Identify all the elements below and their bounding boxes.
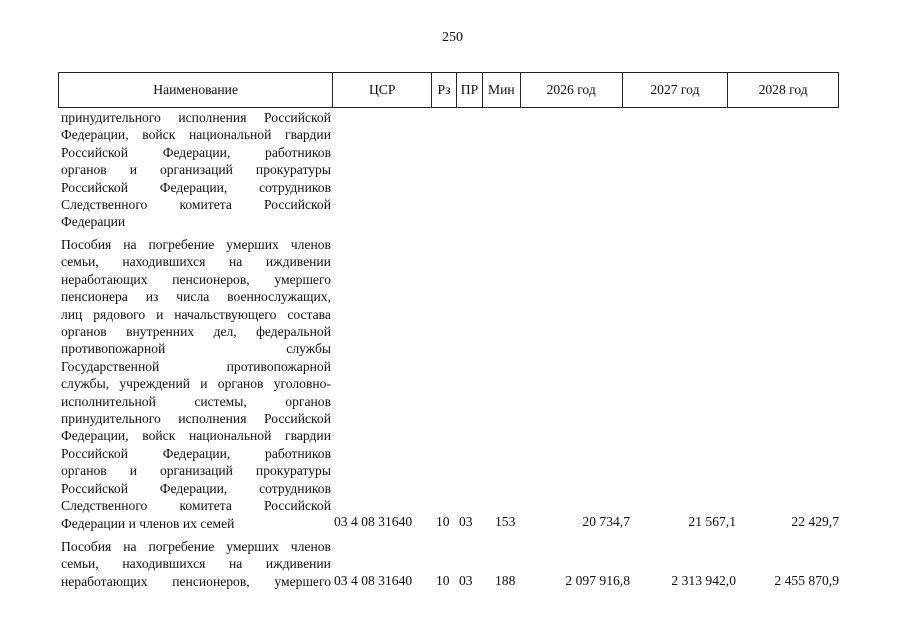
- header-2028: 2028 год: [727, 73, 838, 107]
- table-header: [58, 72, 839, 108]
- word: исполнения: [178, 110, 247, 125]
- row-name-burial-benefits-family: [61, 236, 331, 532]
- word: Следственного: [61, 498, 148, 514]
- value-2027: 2 313 942,0: [671, 573, 736, 588]
- header-name: Наименование: [153, 82, 238, 97]
- word: на: [123, 237, 137, 252]
- text-line: [61, 179, 331, 196]
- word: органов: [61, 324, 107, 340]
- word: умерших: [226, 237, 279, 252]
- page-number: 250: [442, 30, 463, 45]
- text-line: [61, 109, 331, 126]
- text-line: [61, 555, 331, 572]
- word: федеральной: [256, 324, 331, 340]
- word: работников: [265, 144, 331, 160]
- word: Российской: [264, 411, 331, 427]
- word: исполнения: [178, 411, 247, 427]
- text-line: [61, 358, 331, 375]
- text-line: [61, 126, 331, 143]
- word: Российской: [264, 110, 331, 125]
- word: Федерации,: [162, 144, 231, 160]
- word: органов: [61, 463, 107, 479]
- word: на: [123, 539, 137, 554]
- text-line: [61, 306, 331, 323]
- word: войск: [142, 127, 176, 143]
- word: лиц: [61, 306, 83, 322]
- word: пенсионеров,: [172, 573, 250, 589]
- word: находившихся: [122, 254, 206, 270]
- text-line: [61, 236, 331, 253]
- text-line: [61, 538, 331, 555]
- word: противопожарной: [226, 358, 331, 374]
- header-csr: ЦСР: [332, 73, 431, 107]
- word: органов: [285, 393, 331, 409]
- word: принудительного: [61, 411, 161, 427]
- word: Российской: [61, 179, 128, 195]
- text-line: [61, 480, 331, 497]
- word: пенсионера: [61, 289, 128, 305]
- word: умершего: [274, 271, 331, 287]
- text-line: [61, 497, 331, 514]
- word: и: [129, 162, 137, 178]
- word: комитета: [179, 197, 232, 213]
- word: иждивении: [265, 254, 331, 270]
- word: организаций: [159, 463, 233, 479]
- word: системы,: [194, 393, 247, 409]
- word: начальствующего: [174, 306, 277, 322]
- text-line: Федерации: [61, 214, 126, 230]
- word: находившихся: [122, 556, 206, 572]
- word: сотрудников: [259, 480, 331, 496]
- word: организаций: [159, 162, 233, 178]
- text-line: [61, 323, 331, 340]
- word: войск: [142, 428, 176, 444]
- word: Государственной: [61, 358, 160, 374]
- value-2027: 21 567,1: [688, 514, 736, 529]
- text-line: [61, 393, 331, 410]
- word: погребение: [148, 539, 215, 554]
- word: военнослужащих,: [227, 289, 331, 305]
- word: органов: [217, 376, 264, 392]
- word: внутренних: [126, 324, 195, 340]
- row-name-continuation: [61, 109, 331, 231]
- text-line: [61, 271, 331, 288]
- word: семьи,: [61, 556, 99, 572]
- word: неработающих: [61, 271, 148, 287]
- header-pr: ПР: [456, 73, 482, 107]
- header-min: Мин: [482, 73, 520, 107]
- word: работников: [265, 445, 331, 461]
- word: дел,: [213, 324, 237, 340]
- text-line: [61, 288, 331, 305]
- word: Российской: [264, 197, 331, 213]
- word: семьи,: [61, 254, 99, 270]
- word: комитета: [179, 498, 232, 514]
- header-rz: Рз: [431, 73, 456, 107]
- word: сотрудников: [259, 179, 331, 195]
- word: исполнительной: [61, 393, 156, 409]
- text-line: [61, 410, 331, 427]
- word: и: [129, 463, 137, 479]
- min-value: 188: [495, 573, 516, 588]
- word: Федерации,: [61, 428, 129, 444]
- word: Российской: [61, 480, 128, 496]
- word: Пособия: [61, 237, 112, 252]
- text-line: [61, 340, 331, 357]
- word: Федерации,: [159, 179, 228, 195]
- word: неработающих: [61, 573, 148, 589]
- word: Федерации,: [159, 480, 228, 496]
- word: службы,: [61, 376, 110, 392]
- header-2026: 2026 год: [520, 73, 622, 107]
- word: Федерации,: [61, 127, 129, 143]
- min-value: 153: [495, 514, 516, 529]
- word: пенсионеров,: [172, 271, 250, 287]
- word: членов: [290, 237, 331, 252]
- word: прокуратуры: [255, 463, 331, 479]
- text-line: [61, 144, 331, 161]
- word: Федерации,: [162, 445, 231, 461]
- rz-value: 10: [436, 573, 450, 588]
- rz-value: 10: [436, 514, 450, 529]
- word: из: [145, 289, 159, 305]
- word: рядового: [93, 306, 146, 322]
- text-line: [61, 161, 331, 178]
- word: учреждений: [119, 376, 190, 392]
- pr-value: 03: [459, 573, 473, 588]
- word: на: [228, 556, 243, 572]
- word: органов: [61, 162, 107, 178]
- word: национальной: [188, 428, 272, 444]
- text-line: [61, 375, 331, 392]
- word: Российской: [61, 445, 128, 461]
- header-2027: 2027 год: [622, 73, 728, 107]
- text-line: [61, 253, 331, 270]
- word: числа: [176, 289, 210, 305]
- word: принудительного: [61, 110, 161, 125]
- word: противопожарной: [61, 341, 166, 357]
- word: иждивении: [265, 556, 331, 572]
- word: гвардии: [285, 127, 331, 143]
- word: и: [200, 376, 208, 392]
- word: уголовно-: [273, 376, 331, 392]
- word: умерших: [226, 539, 279, 554]
- word: членов: [290, 539, 331, 554]
- word: Пособия: [61, 539, 112, 554]
- value-2028: 2 455 870,9: [774, 573, 839, 588]
- value-2028: 22 429,7: [791, 514, 839, 529]
- word: Следственного: [61, 197, 148, 213]
- word: погребение: [148, 237, 215, 252]
- word: прокуратуры: [255, 162, 331, 178]
- value-2026: 2 097 916,8: [565, 573, 630, 588]
- word: гвардии: [285, 428, 331, 444]
- text-line: [61, 445, 331, 462]
- pr-value: 03: [459, 514, 473, 529]
- word: Российской: [61, 144, 128, 160]
- value-2026: 20 734,7: [582, 514, 630, 529]
- text-line: [61, 462, 331, 479]
- csr-value: 03 4 08 31640: [334, 573, 413, 588]
- word: национальной: [188, 127, 272, 143]
- word: на: [228, 254, 243, 270]
- table-row: [58, 514, 839, 532]
- text-line: [61, 427, 331, 444]
- table-row: [58, 573, 839, 591]
- word: и: [156, 306, 164, 322]
- word: умершего: [274, 573, 331, 589]
- word: Российской: [264, 498, 331, 514]
- word: службы: [286, 341, 331, 357]
- csr-value: 03 4 08 31640: [334, 514, 413, 529]
- text-line: [61, 196, 331, 213]
- word: состава: [287, 306, 331, 322]
- text-line: Федерации и членов их семей: [61, 515, 235, 531]
